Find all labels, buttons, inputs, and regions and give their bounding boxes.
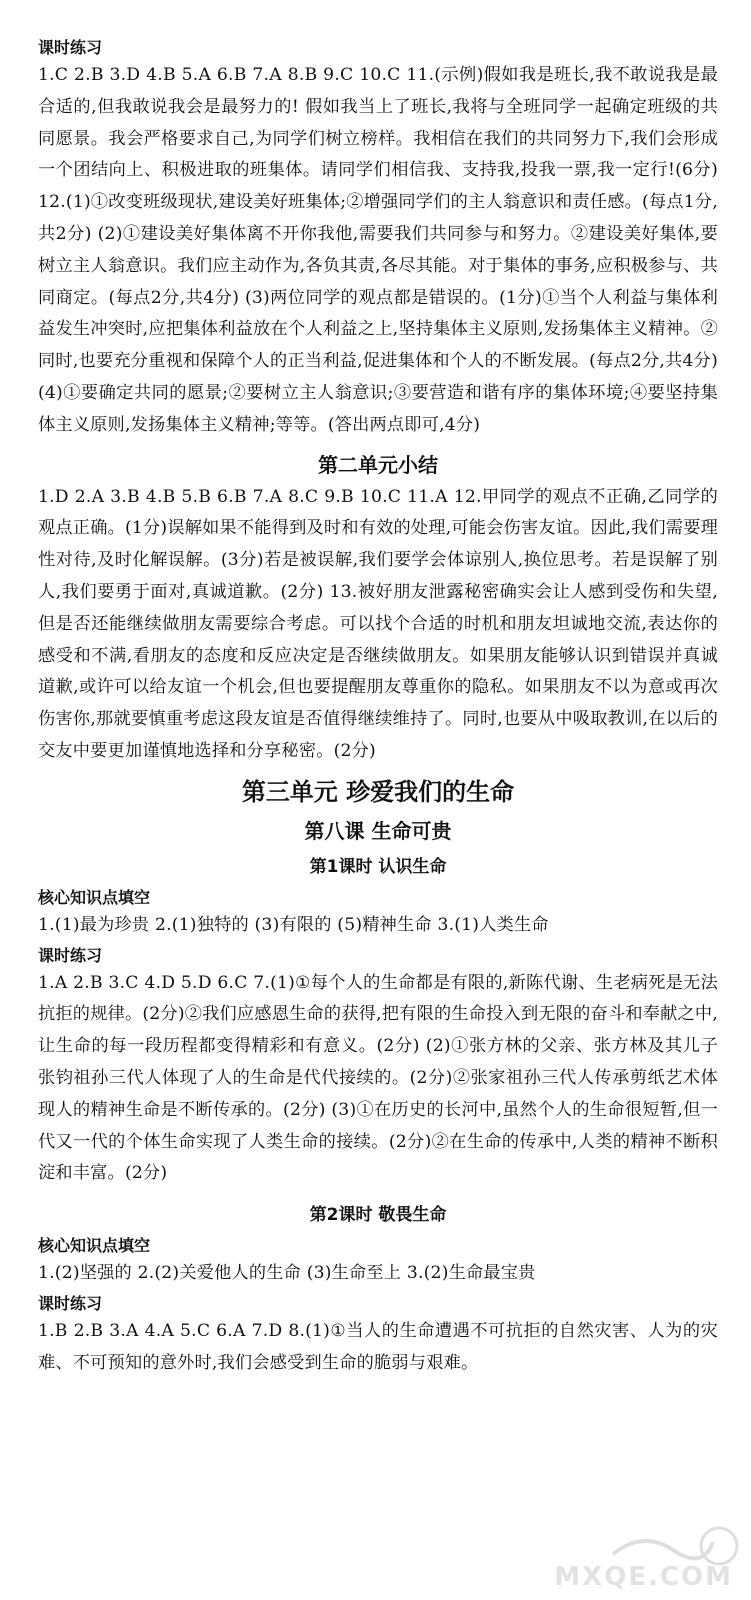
watermark-logo: [554, 1524, 743, 1594]
answer-paragraph: 1.B 2.B 3.A 4.A 5.C 6.A 7.D 8.(1)①当人的生命遭遇不可抗拒的自然灾害、人为的灾难、不可预知的意外时,我们会感受到生命的脆弱与艰难。: [38, 1320, 718, 1373]
unit-summary-title: 第二单元小结: [318, 452, 438, 477]
period-title: 第2课时 敬畏生命: [309, 1205, 447, 1226]
answer-paragraph: 1.D 2.A 3.B 4.B 5.B 6.B 7.A 8.C 9.B 10.C 11.A 12.甲同学的观点不正确,乙同学的观点正确。(1分)误解如果不能得到及时和有效的处理,可能会伤害友谊。因此,我们需要理性对待,及时化解误解。(3分)若是被误解,我们要学会体谅别人,换位思考。若是误解了别人,我们要勇于面对,真诚道歉。(2分) 13.被好朋友泄露秘密确实会让人感到受伤和失望,但是否还能继续做朋友需要综合考虑。可以找个合适的时机和朋友坦诚地交流,表达你的感受和不满,看朋友的态度和反应决定是否继续做朋友。如果朋友能够认识到错误并真诚道歉,或许可以给友谊一个机会,但也要提醒朋友尊重你的隐私。如果朋友不以为意或再次伤害你,那就要慎重考虑这段友谊是否值得继续维持了。同时,也要从中吸取教训,在以后的交友中要更加谨慎地选择和分享秘密。(2分): [38, 486, 718, 761]
unit-title: 第三单元 珍爱我们的生命: [241, 777, 515, 806]
answer-paragraph: 1.(1)最为珍贵 2.(1)独特的 (3)有限的 (5)精神生命 3.(1)人类生命: [38, 914, 549, 935]
watermark-text: MXQE.COM: [554, 1562, 733, 1592]
answer-paragraph: 1.A 2.B 3.C 4.D 5.D 6.C 7.(1)①每个人的生命都是有限的,新陈代谢、生老病死是无法抗拒的规律。(2分)②我们应感恩生命的获得,把有限的生命投入到无限的奋斗和奉献之中,让生命的每一段历程都变得精彩和有意义。(2分) (2)①张方林的父亲、张方林及其儿子张钧祖孙三代人体现了人的生命是代代接续的。(2分)②张家祖孙三代人传承剪纸艺术体现人的精神生命是不断传承的。(2分) (3)①在历史的长河中,虽然个人的生命很短暂,但一代又一代的个体生命实现了人类生命的接续。(2分)②在生命的传承中,人类的精神不断积淀和丰富。(2分): [38, 972, 718, 1184]
answer-page: [38, 34, 718, 1380]
period-title: 第1课时 认识生命: [309, 856, 447, 877]
section-label: 课时练习: [38, 38, 103, 57]
answer-paragraph: 1.(2)坚强的 2.(2)关爱他人的生命 (3)生命至上 3.(2)生命最宝贵: [38, 1263, 536, 1284]
section-label: 核心知识点填空: [38, 1236, 151, 1256]
lesson-title: 第八课 生命可贵: [304, 818, 452, 843]
section-label: 课时练习: [38, 945, 103, 965]
answer-paragraph: 1.C 2.B 3.D 4.B 5.A 6.B 7.A 8.B 9.C 10.C 11.(示例)假如我是班长,我不敢说我是最合适的,但我敢说我会是最努力的! 假如我当上了班长,我将与全班同学一起确定班级的共同愿景。我会严格要求自己,为同学们树立榜样。我相信在我们的共同努力下,我们会形成一个团结向上、积极进取的班集体。请同学们相信我、支持我,投我一票,我一定行!(6分) 12.(1)①改变班级现状,建设美好班集体;②增强同学们的主人翁意识和责任感。(每点1分,共2分) (2)①建设美好集体离不开你我他,需要我们共同参与和努力。②建设美好集体,要树立主人翁意识。我们应主动作为,各负其责,各尽其能。对于集体的事务,应积极参与、共同商定。(每点2分,共4分) (3)两位同学的观点都是错误的。(1分)①当个人利益与集体利益发生冲突时,应把集体利益放在个人利益之上,坚持集体主义原则,发扬集体主义精神。②同时,也要充分重视和保障个人的正当利益,促进集体和个人的不断发展。(每点2分,共4分) (4)①要确定共同的愿景;②要树立主人翁意识;③要营造和谐有序的集体环境;④要坚持集体主义原则,发扬集体主义精神;等等。(答出两点即可,4分): [38, 65, 718, 435]
section-label: 课时练习: [38, 1293, 103, 1313]
section-label: 核心知识点填空: [38, 887, 151, 907]
